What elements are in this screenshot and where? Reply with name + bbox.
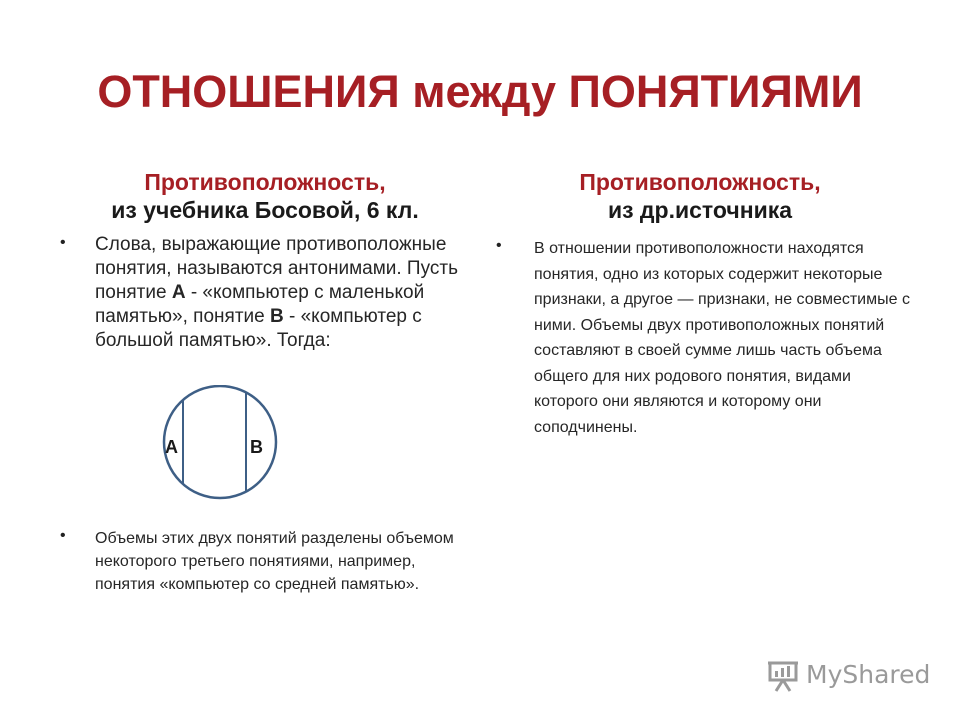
watermark-text: MyShared: [806, 660, 931, 689]
left-bullet-1-text-a: Слова, выражающие противоположные понятия, называются антонимами. Пусть понятие: [95, 234, 458, 303]
left-bullet-2: Объемы этих двух понятий разделены объемом некоторого третьего понятиями, например, понятия «компьютер со средней памятью».: [95, 530, 454, 593]
left-heading: [90, 168, 440, 224]
left-bullet-1-text-c: - «компьютер с большой памятью». Тогда:: [95, 306, 422, 351]
presentation-icon: [766, 658, 802, 694]
opposition-diagram: [150, 385, 290, 505]
bullet-dot: •: [60, 527, 66, 544]
concept-b-label: В: [269, 306, 284, 327]
left-bullet-1: [95, 233, 465, 353]
left-bullet-1-text-b: - «компьютер с маленькой памятью», понятие: [95, 282, 425, 327]
left-heading-source: из учебника Босовой, 6 кл.: [111, 197, 419, 223]
right-bullet-1: В отношении противоположности находятся понятия, одно из которых содержит некоторые признаки, а другое — признаки, не совместимые с ними. Объемы двух противоположных понятий составляют в своей сумме лишь часть объема общего для них родового понятия, видами которого они являются и которому они соподчинены.: [534, 240, 910, 436]
page-title: ОТНОШЕНИЯ между ПОНЯТИЯМИ: [97, 66, 863, 117]
concept-a-label: А: [171, 282, 186, 303]
bullet-dot: •: [60, 234, 66, 251]
diagram-label-b: В: [250, 437, 263, 457]
left-heading-red: Противоположность,: [144, 169, 386, 195]
bullet-dot: •: [496, 237, 502, 254]
right-heading: [520, 168, 880, 224]
myshared-watermark: [766, 656, 936, 696]
right-heading-red: Противоположность,: [579, 169, 821, 195]
diagram-label-a: А: [165, 437, 178, 457]
right-heading-source: из др.источника: [607, 197, 793, 223]
